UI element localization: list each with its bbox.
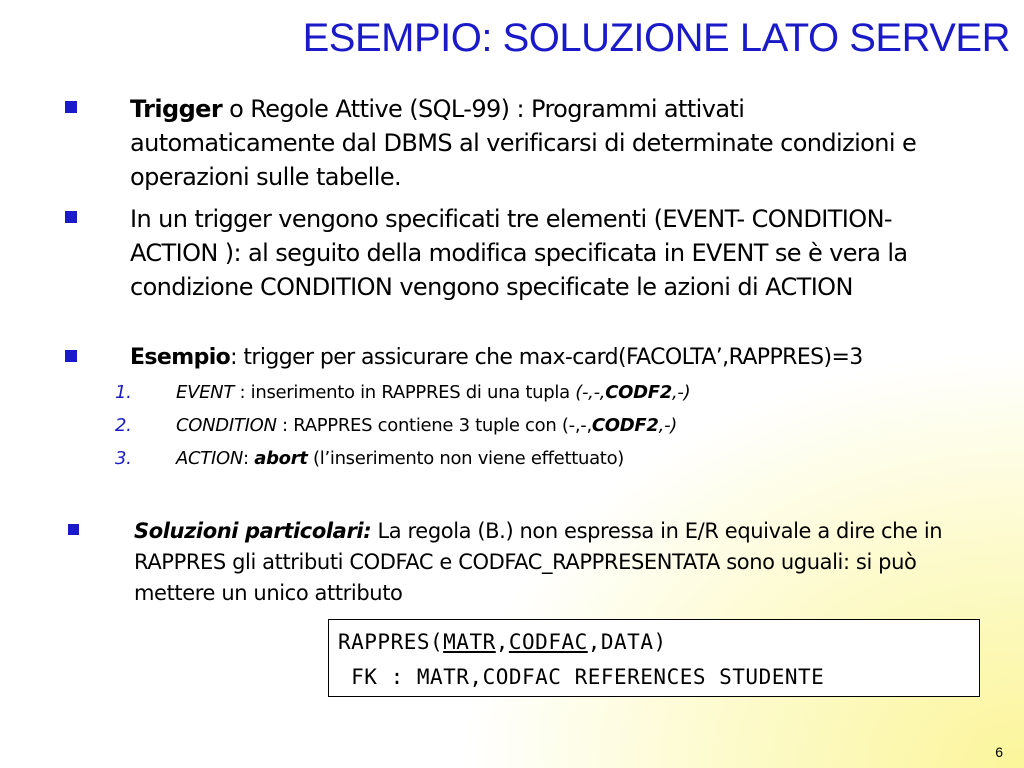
sub-item-label: EVENT <box>176 382 235 403</box>
sub-item-action <box>115 447 624 471</box>
slide-title: ESEMPIO: SOLUZIONE LATO SERVER <box>302 16 1010 60</box>
bullet-bold-term: Trigger <box>130 95 223 123</box>
bullet-bold-term: Esempio <box>130 345 231 370</box>
sub-item-condition <box>115 414 677 438</box>
list-number: 1. <box>115 382 132 403</box>
tuple-key: CODF2 <box>591 415 659 436</box>
page-number: 6 <box>995 744 1003 760</box>
bullet-text: o Regole Attive (SQL-99) : Programmi attivati automaticamente dal DBMS al verificarsi di determinate condizioni e operazioni sulle tabelle. <box>130 95 917 191</box>
bullet-text: La regola (B.) non espressa in E/R equivale a dire che in RAPPRES gli attributi CODFAC e CODFAC_RAPPRESENTATA sono uguali: si può mettere un unico attributo <box>134 519 943 605</box>
bullet-trigger <box>130 92 950 194</box>
code-text: , <box>495 630 509 654</box>
bullet-soluzioni <box>134 516 964 609</box>
code-text: RAPPRES( <box>338 630 444 654</box>
bullet-text: : trigger per assicurare che max-card(FACOLTA’,RAPPRES)=3 <box>230 345 863 370</box>
schema-code-box <box>328 619 980 697</box>
sub-item-bold: abort <box>254 448 308 469</box>
foreign-key-line: FK : MATR,CODFAC REFERENCES STUDENTE <box>338 665 825 689</box>
square-bullet-icon <box>65 350 77 362</box>
primary-key-codfac: CODFAC <box>508 630 588 654</box>
tuple-pre: (-,-, <box>575 382 606 403</box>
sub-item-text: : RAPPRES contiene 3 tuple con <box>276 415 562 436</box>
sub-item-text: : inserimento in RAPPRES di una tupla <box>234 382 576 403</box>
sub-item-label: CONDITION <box>176 415 277 436</box>
tuple-post: ,-) <box>658 415 677 436</box>
sub-item-event <box>115 381 691 405</box>
bullet-esempio <box>130 342 950 374</box>
tuple-post: ,-) <box>671 382 691 403</box>
bullet-bold-term: Soluzioni particolari: <box>134 519 372 543</box>
sub-item-text: (l’inserimento non viene effettuato) <box>307 448 624 469</box>
sub-item-sep: : <box>243 448 255 469</box>
code-text: ,DATA) <box>587 630 667 654</box>
bullet-text: In un trigger vengono specificati tre elementi (EVENT- CONDITION- ACTION ): al seguito della modifica specificata in EVENT se è vera la condizione CONDITION vengono specificate le azioni di ACTION <box>130 205 908 301</box>
square-bullet-icon <box>65 101 77 113</box>
tuple-pre: (-,-, <box>561 415 592 436</box>
primary-key-matr: MATR <box>443 630 496 654</box>
bullet-trigger-elements <box>130 202 950 304</box>
tuple-key: CODF2 <box>605 382 672 403</box>
list-number: 3. <box>115 448 132 469</box>
square-bullet-icon <box>65 211 77 223</box>
square-bullet-icon <box>68 524 79 535</box>
sub-item-label: ACTION <box>176 448 244 469</box>
list-number: 2. <box>115 415 132 436</box>
